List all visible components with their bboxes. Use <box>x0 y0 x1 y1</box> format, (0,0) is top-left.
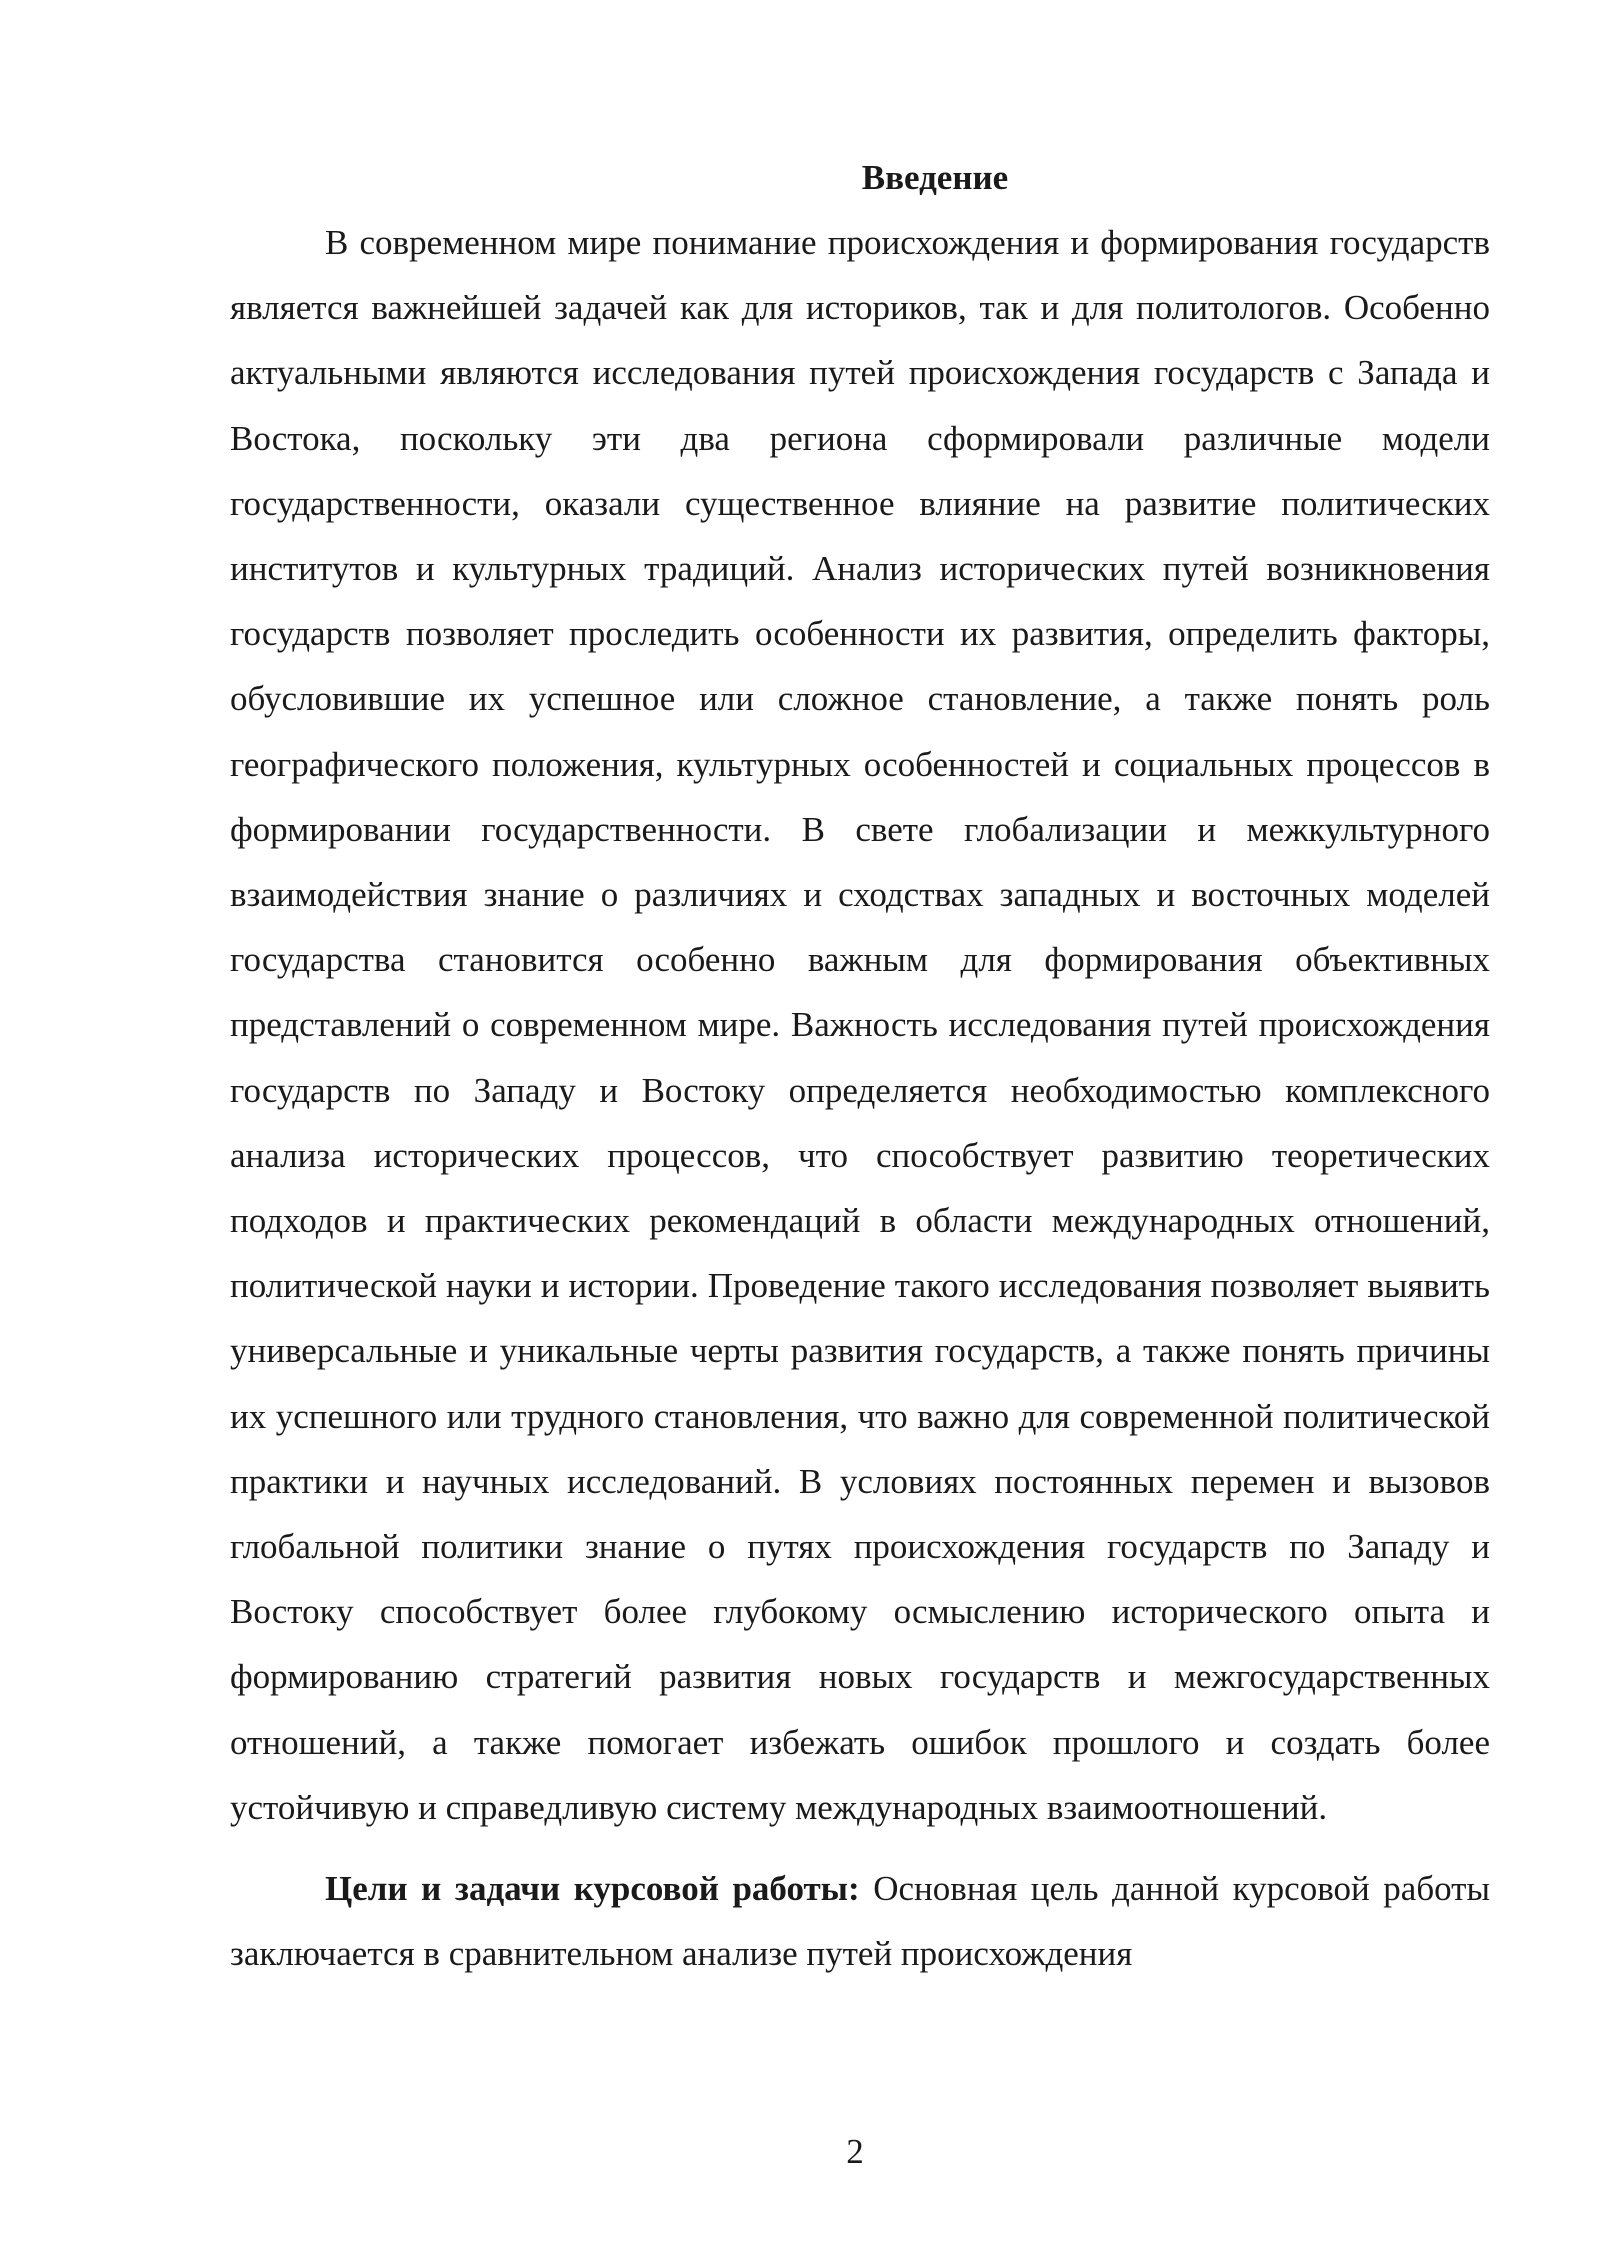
page-number: 2 <box>846 2132 864 2171</box>
goals-text: Основная цель данной курсовой работы заключается в сравнительном анализе путей происхождения <box>230 1869 1490 1974</box>
intro-paragraph: В современном мире понимание происхождения и формирования государств является важнейшей задачей как для историков, так и для политологов. Особенно актуальными являются исследования путей происхождения государств с Запада и Востока, поскольку эти два региона сформировали различные модели государственности, оказали существенное влияние на развитие политических институтов и культурных традиций. Анализ исторических путей возникновения государств позволяет проследить особенности их развития, определить факторы, обусловившие их успешное или сложное становление, а также понять роль географического положения, культурных особенностей и социальных процессов в формировании государственности. В свете глобализации и межкультурного взаимодействия знание о различиях и сходствах западных и восточных моделей государства становится особенно важным для формирования объективных представлений о современном мире. Важность исследования путей происхождения государств по Западу и Востоку определяется необходимостью комплексного анализа исторических процессов, что способствует развитию теоретических подходов и практических рекомендаций в области международных отношений, политической науки и истории. Проведение такого исследования позволяет выявить универсальные и уникальные черты развития государств, а также понять причины их успешного или трудного становления, что важно для современной политической практики и научных исследований. В условиях постоянных перемен и вызовов глобальной политики знание о путях происхождения государств по Западу и Востоку способствует более глубокому осмыслению исторического опыта и формированию стратегий развития новых государств и межгосударственных отношений, а также помогает избежать ошибок прошлого и создать более устойчивую и справедливую систему международных взаимоотношений. <box>230 223 1490 1827</box>
section-heading: Введение <box>861 158 1009 197</box>
goals-paragraph <box>230 1856 1490 1986</box>
page-content <box>230 145 1490 1986</box>
goals-lead: Цели и задачи курсовой работы: <box>325 1869 860 1909</box>
